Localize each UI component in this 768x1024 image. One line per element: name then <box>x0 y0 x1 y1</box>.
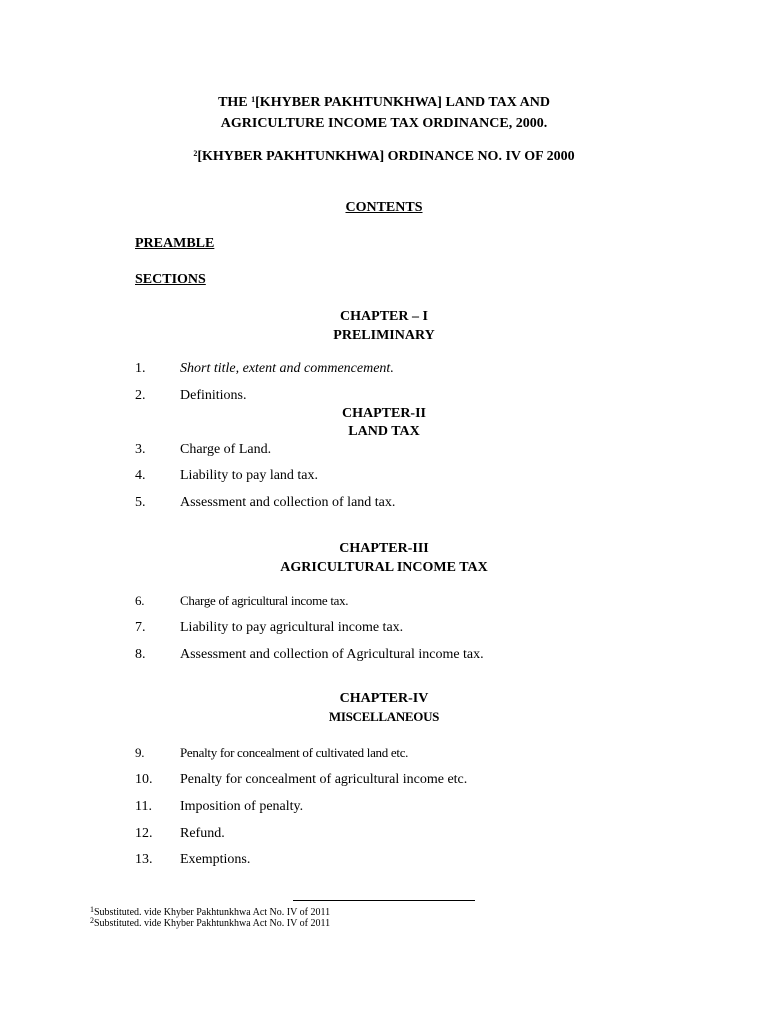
item-number: 8. <box>135 647 146 662</box>
item-text: Liability to pay agricultural income tax. <box>180 620 404 635</box>
chapter-1-number: CHAPTER – I <box>340 309 428 324</box>
item-number: 5. <box>135 495 146 510</box>
preamble-heading: PREAMBLE <box>135 236 215 251</box>
item-text: Assessment and collection of land tax. <box>180 495 396 510</box>
item-number: 2. <box>135 388 146 403</box>
item-number: 10. <box>135 772 153 787</box>
chapter-3-name: AGRICULTURAL INCOME TAX <box>280 560 488 575</box>
footnote-ref-2: 2 <box>193 149 198 158</box>
item-text: Penalty for concealment of cultivated land etc. <box>180 745 409 760</box>
item-number: 3. <box>135 442 146 457</box>
item-text: Imposition of penalty. <box>180 799 304 814</box>
document-title <box>0 92 768 134</box>
chapter-4-number: CHAPTER-IV <box>339 691 429 706</box>
chapter-1-name: PRELIMINARY <box>333 328 435 343</box>
chapter-4-heading <box>0 690 768 727</box>
footnote-1 <box>90 907 330 918</box>
item-text: Short title, extent and commencement. <box>180 361 394 376</box>
title-prefix: THE <box>218 95 252 110</box>
title-line-1: [KHYBER PAKHTUNKHWA] LAND TAX AND <box>255 95 550 110</box>
item-number: 12. <box>135 826 153 841</box>
footnote-marker: 1 <box>90 905 94 914</box>
footnote-ref-1: 1 <box>251 95 256 104</box>
item-text: Charge of Land. <box>180 442 272 457</box>
item-number: 1. <box>135 361 146 376</box>
item-text: Assessment and collection of Agricultural income tax. <box>180 647 484 662</box>
footnote-divider <box>293 900 475 901</box>
item-number: 7. <box>135 620 146 635</box>
footnote-text: Substituted. vide Khyber Pakhtunkhwa Act No. IV of 2011 <box>94 918 331 929</box>
chapter-2-number: CHAPTER-II <box>341 406 426 421</box>
sections-heading: SECTIONS <box>135 272 206 287</box>
item-text: Liability to pay land tax. <box>180 468 319 483</box>
contents-heading: CONTENTS <box>345 200 423 215</box>
chapter-2-name: LAND TAX <box>348 424 420 439</box>
item-text: Definitions. <box>180 388 247 403</box>
title-line-2: AGRICULTURE INCOME TAX ORDINANCE, 2000. <box>220 116 548 131</box>
item-text: Charge of agricultural income tax. <box>180 593 349 608</box>
footnote-2 <box>90 918 330 929</box>
item-text: Refund. <box>180 826 225 841</box>
chapter-2-heading <box>0 405 768 441</box>
ordinance-text: [KHYBER PAKHTUNKHWA] ORDINANCE NO. IV OF 2000 <box>197 149 575 164</box>
item-number: 6. <box>135 593 145 608</box>
item-text: Exemptions. <box>180 852 251 867</box>
item-number: 13. <box>135 852 153 867</box>
ordinance-number <box>0 146 768 167</box>
footnote-text: Substituted. vide Khyber Pakhtunkhwa Act No. IV of 2011 <box>94 907 331 918</box>
chapter-3-number: CHAPTER-III <box>339 541 429 556</box>
chapter-4-name: MISCELLANEOUS <box>328 709 440 724</box>
item-text: Penalty for concealment of agricultural income etc. <box>180 772 468 787</box>
item-number: 4. <box>135 468 146 483</box>
item-number: 11. <box>135 799 152 814</box>
footnote-marker: 2 <box>90 916 94 925</box>
item-number: 9. <box>135 745 145 760</box>
chapter-1-heading <box>0 307 768 345</box>
chapter-3-heading <box>0 539 768 577</box>
